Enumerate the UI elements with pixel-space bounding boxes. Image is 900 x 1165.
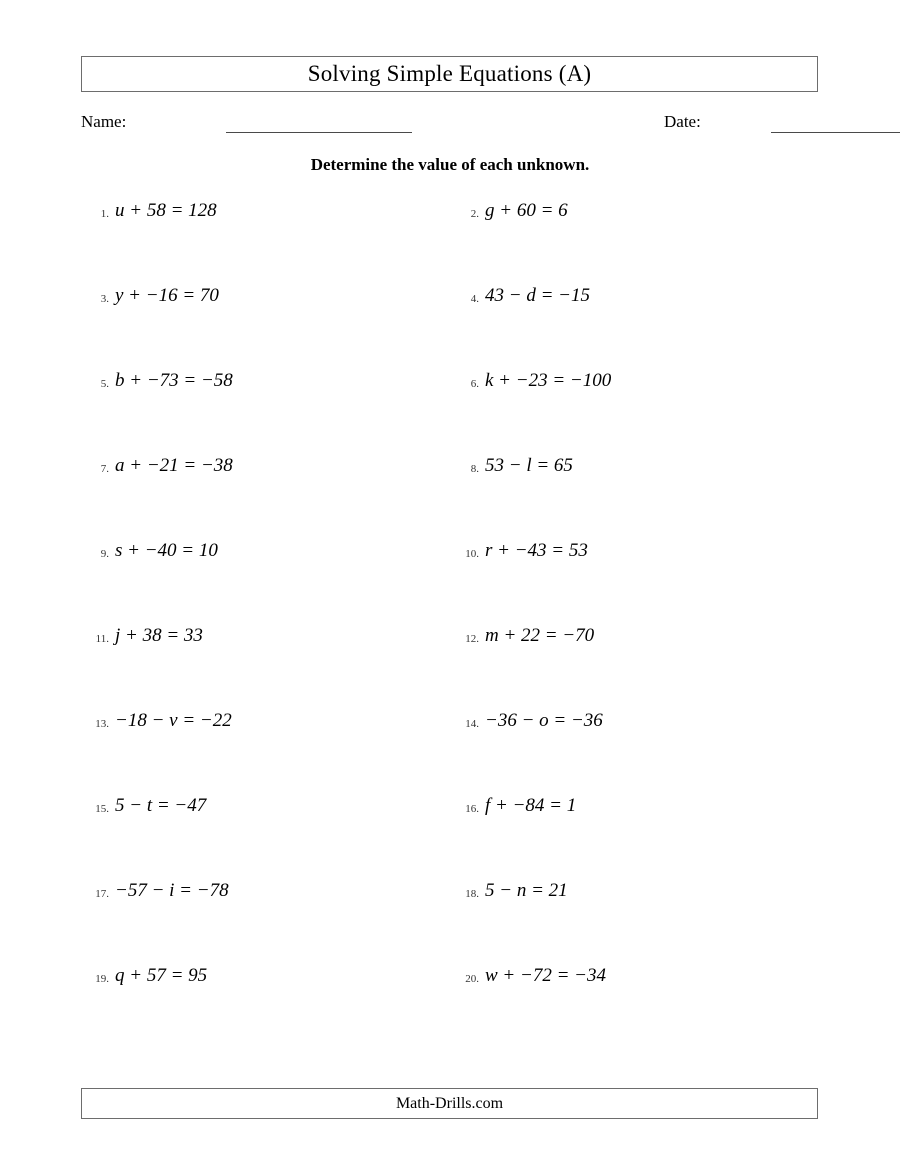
problems-list [81, 198, 821, 1048]
problem-row [81, 283, 821, 368]
problem-equation: m + 22 = −70 [485, 625, 595, 646]
problem-item [81, 963, 451, 1048]
problem-item [81, 198, 451, 283]
problem-number: 5. [100, 378, 109, 390]
problem-number: 19. [95, 973, 109, 985]
problem-item [81, 793, 451, 878]
problem-number: 7. [100, 463, 109, 475]
problem-number: 9. [100, 548, 109, 560]
problem-equation: y + −16 = 70 [115, 285, 219, 306]
problem-equation: a + −21 = −38 [115, 455, 233, 476]
problem-number: 18. [465, 888, 479, 900]
problem-item [81, 878, 451, 963]
problem-equation: −18 − v = −22 [115, 710, 232, 731]
problem-equation: 5 − t = −47 [115, 795, 207, 816]
name-input[interactable] [226, 132, 412, 133]
date-input[interactable] [771, 132, 900, 133]
name-date-row [81, 110, 818, 136]
problem-equation: r + −43 = 53 [485, 540, 588, 561]
problem-equation: f + −84 = 1 [485, 795, 577, 816]
problem-item [451, 708, 821, 793]
problem-number: 2. [470, 208, 479, 220]
problem-row [81, 453, 821, 538]
problem-row [81, 538, 821, 623]
problem-item [451, 198, 821, 283]
problem-equation: −57 − i = −78 [115, 880, 229, 901]
problem-row [81, 708, 821, 793]
problem-item [451, 453, 821, 538]
problem-row [81, 368, 821, 453]
problem-item [451, 963, 821, 1048]
date-label: Date: [664, 112, 701, 131]
problem-equation: s + −40 = 10 [115, 540, 218, 561]
problem-number: 6. [470, 378, 479, 390]
problem-number: 14. [465, 718, 479, 730]
problem-row [81, 878, 821, 963]
problem-equation: q + 57 = 95 [115, 965, 208, 986]
problem-number: 8. [470, 463, 479, 475]
problem-item [451, 623, 821, 708]
problem-item [451, 368, 821, 453]
problem-equation: 43 − d = −15 [485, 285, 590, 306]
footer-box [81, 1088, 818, 1119]
problem-item [81, 623, 451, 708]
problem-item [451, 793, 821, 878]
problem-number: 13. [95, 718, 109, 730]
problem-row [81, 623, 821, 708]
problem-number: 16. [465, 803, 479, 815]
problem-equation: j + 38 = 33 [115, 625, 203, 646]
problem-equation: g + 60 = 6 [485, 200, 568, 221]
problem-number: 1. [100, 208, 109, 220]
problem-equation: u + 58 = 128 [115, 200, 217, 221]
problem-item [81, 538, 451, 623]
problem-item [451, 878, 821, 963]
problem-number: 3. [100, 293, 109, 305]
problem-row [81, 793, 821, 878]
name-label: Name: [81, 112, 127, 131]
problem-equation: b + −73 = −58 [115, 370, 233, 391]
problem-item [451, 283, 821, 368]
problem-item [81, 283, 451, 368]
page-title: Solving Simple Equations (A) [307, 61, 592, 86]
problem-item [81, 368, 451, 453]
problem-number: 10. [465, 548, 479, 560]
problem-number: 11. [95, 633, 109, 645]
problem-row [81, 963, 821, 1048]
problem-number: 17. [95, 888, 109, 900]
problem-number: 15. [95, 803, 109, 815]
problem-number: 12. [465, 633, 479, 645]
title-box [81, 56, 818, 92]
problem-equation: w + −72 = −34 [485, 965, 606, 986]
problem-row [81, 198, 821, 283]
problem-equation: −36 − o = −36 [485, 710, 603, 731]
problem-item [81, 708, 451, 793]
problem-number: 20. [465, 973, 479, 985]
problem-equation: k + −23 = −100 [485, 370, 612, 391]
problem-item [451, 538, 821, 623]
problem-number: 4. [470, 293, 479, 305]
footer-credit: Math-Drills.com [395, 1094, 504, 1112]
instructions-text: Determine the value of each unknown. [310, 155, 590, 174]
problem-item [81, 453, 451, 538]
problem-equation: 5 − n = 21 [485, 880, 568, 901]
problem-equation: 53 − l = 65 [485, 455, 573, 476]
